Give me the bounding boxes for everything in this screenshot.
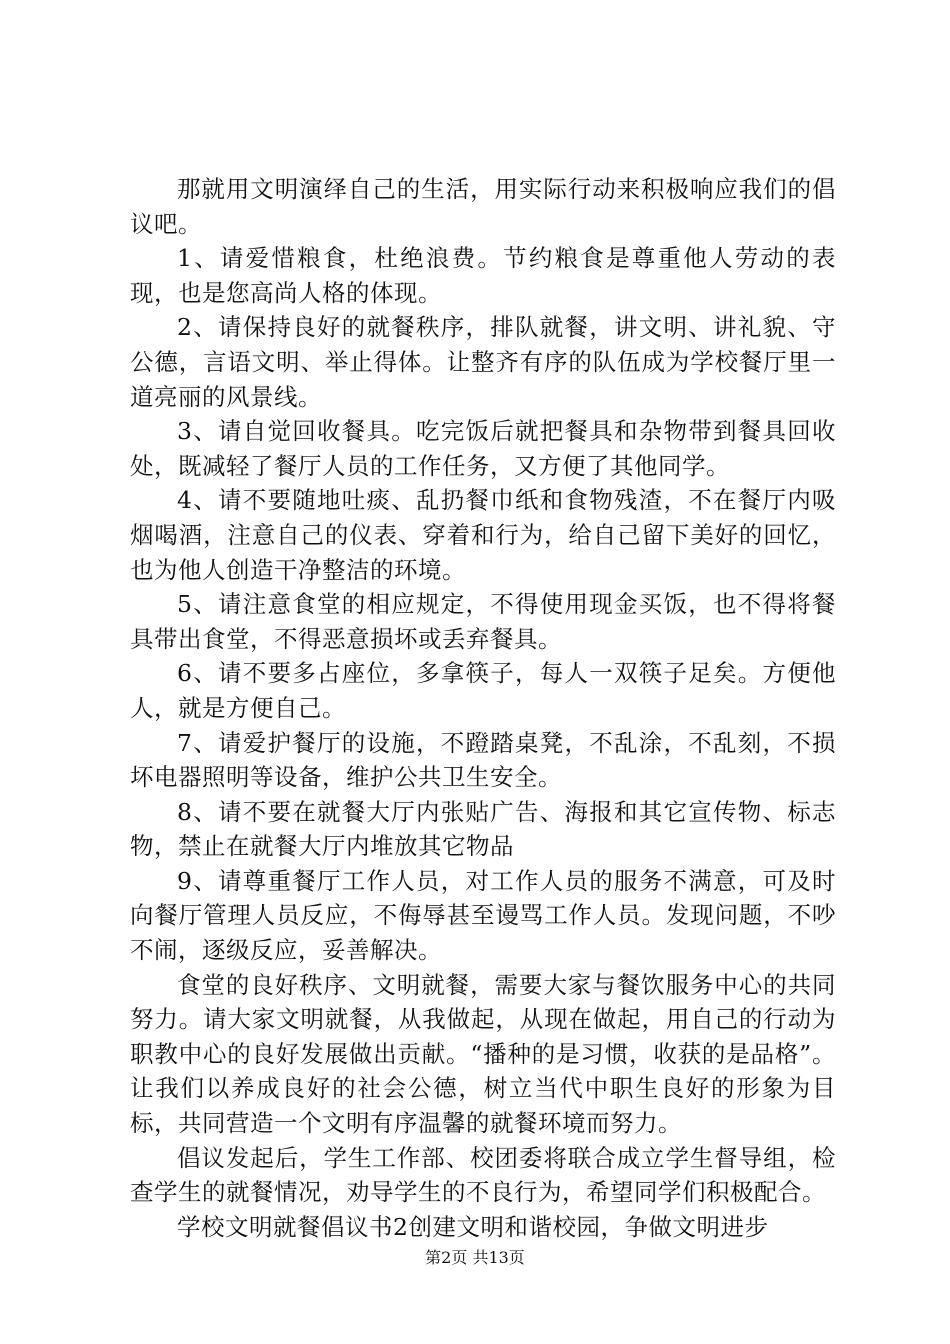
paragraph-item-8: 8、请不要在就餐大厅内张贴广告、海报和其它宣传物、标志物，禁止在就餐大厅内堆放其它物品 — [130, 797, 836, 861]
paragraph-item-5: 5、请注意食堂的相应规定，不得使用现金买饭，也不得将餐具带出食堂，不得恶意损坏或丢弃餐具。 — [130, 590, 836, 653]
page-number-label: 第2页 共13页 — [425, 1248, 525, 1267]
paragraph-item-2: 2、请保持良好的就餐秩序，排队就餐，讲文明、讲礼貌、守公德，言语文明、举止得体。让整齐有序的队伍成为学校餐厅里一道亮丽的风景线。 — [130, 313, 836, 411]
paragraph-item-7: 7、请爱护餐厅的设施，不蹬踏桌凳，不乱涂，不乱刻，不损坏电器照明等设备，维护公共卫生安全。 — [130, 728, 836, 792]
paragraph-next-section: 学校文明就餐倡议书2创建文明和谐校园，争做文明进步 — [177, 1212, 769, 1241]
paragraph-item-1: 1、请爱惜粮食，杜绝浪费。节约粮食是尊重他人劳动的表现，也是您高尚人格的体现。 — [130, 244, 836, 307]
paragraph-item-4: 4、请不要随地吐痰、乱扔餐巾纸和食物残渣，不在餐厅内吸烟喝酒，注意自己的仪表、穿着和行为，给自己留下美好的回忆，也为他人创造干净整洁的环境。 — [130, 486, 836, 584]
paragraph-conclusion: 食堂的良好秩序、文明就餐，需要大家与餐饮服务中心的共同努力。请大家文明就餐，从我做起，从现在做起，用自己的行动为职教中心的良好发展做出贡献。“播种的是习惯，收获的是品格”。让我们以养成良好的社会公德，树立当代中职生良好的形象为目标，共同营造一个文明有序温馨的就餐环境而努力。 — [130, 970, 836, 1138]
page-footer — [0, 1248, 950, 1268]
paragraph-intro: 那就用文明演绎自己的生活，用实际行动来积极响应我们的倡议吧。 — [130, 175, 836, 238]
paragraph-item-3: 3、请自觉回收餐具。吃完饭后就把餐具和杂物带到餐具回收处，既减轻了餐厅人员的工作任务，又方便了其他同学。 — [130, 417, 836, 480]
paragraph-item-6: 6、请不要多占座位，多拿筷子，每人一双筷子足矣。方便他人，就是方便自己。 — [130, 659, 836, 722]
paragraph-follow-up: 倡议发起后，学生工作部、校团委将联合成立学生督导组，检查学生的就餐情况，劝导学生的不良行为，希望同学们积极配合。 — [130, 1143, 836, 1207]
paragraph-item-9: 9、请尊重餐厅工作人员，对工作人员的服务不满意，可及时向餐厅管理人员反应，不侮辱甚至谩骂工作人员。发现问题，不吵不闹，逐级反应，妥善解决。 — [130, 866, 836, 965]
document-body — [130, 172, 836, 1244]
